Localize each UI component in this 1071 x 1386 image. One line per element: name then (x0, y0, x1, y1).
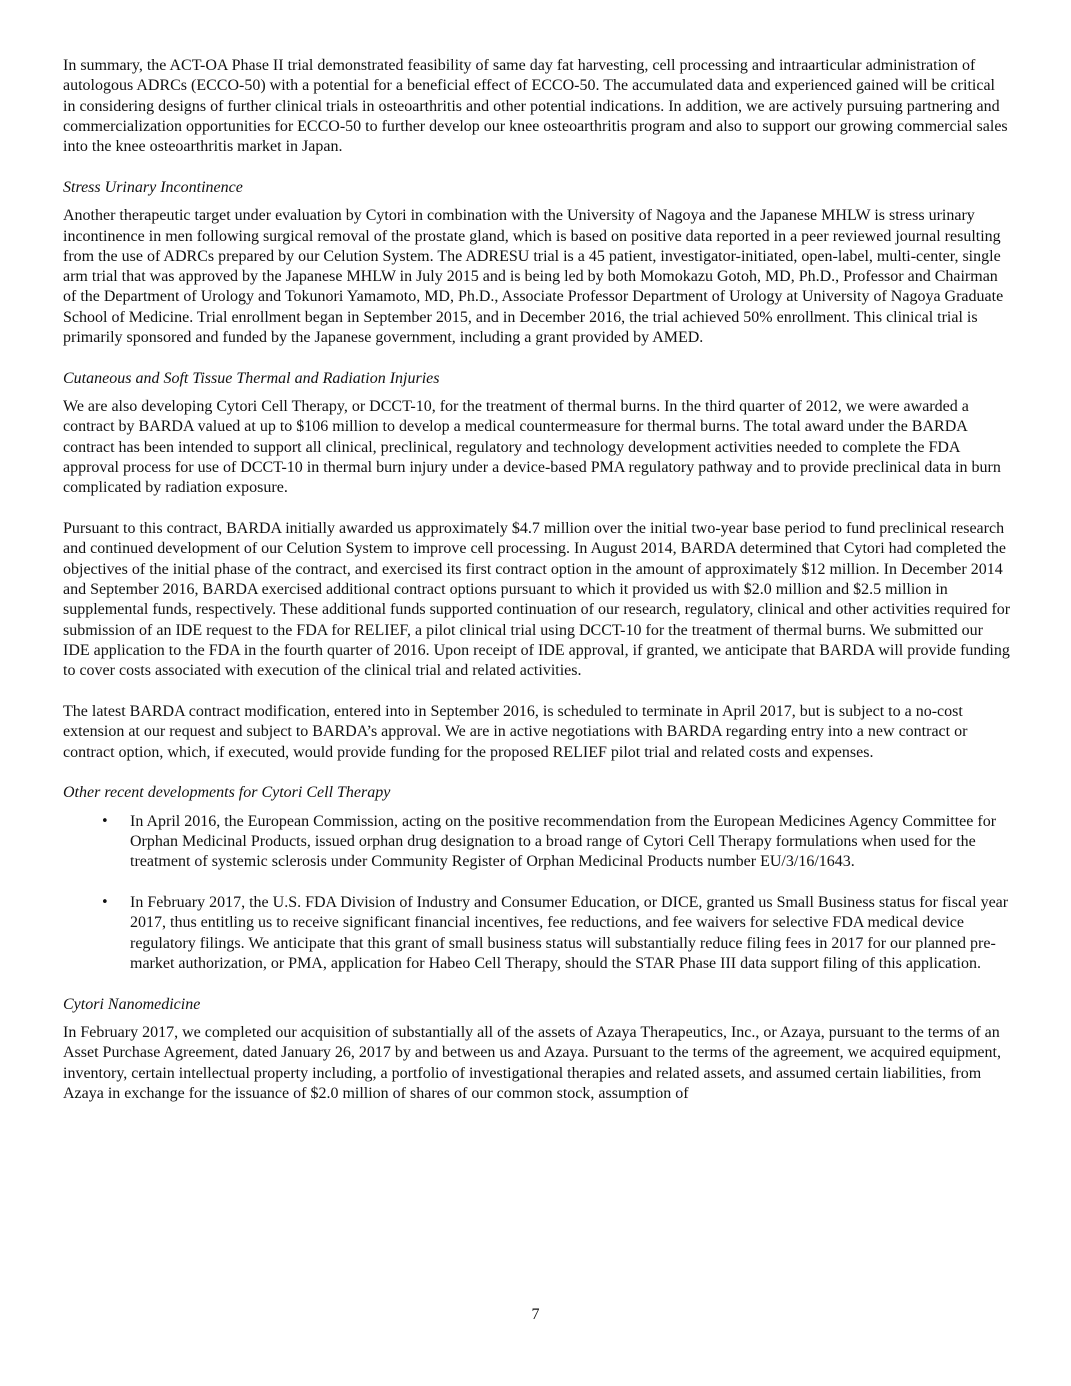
bullet-text: In February 2017, the U.S. FDA Division of Industry and Consumer Education, or DICE, granted us Small Business status for fiscal year 2017, thus entitling us to receive significant financial incentives, fee reductions, and fee waivers for selective FDA medical device regulatory filings. We anticipate that this grant of small business status will substantially reduce filing fees in 2017 for our planned pre-market authorization, or PMA, application for Habeo Cell Therapy, should the STAR Phase III data support filing of this application. (130, 894, 1009, 972)
list-item (63, 893, 1011, 974)
bullet-text: In April 2016, the European Commission, acting on the positive recommendation from the European Medicines Agency Committee for Orphan Medicinal Products, issued orphan drug designation to a broad range of Cytori Cell Therapy formulations when used for the treatment of systemic sclerosis under Community Register of Orphan Medicinal Products number EU/3/16/1643. (130, 812, 997, 871)
section-heading-nanomedicine: Cytori Nanomedicine (63, 995, 201, 1013)
page-number: 7 (531, 1306, 540, 1323)
document-page (63, 56, 1011, 1104)
section-heading-stress-urinary-incontinence: Stress Urinary Incontinence (63, 178, 243, 196)
section-heading-thermal-injuries: Cutaneous and Soft Tissue Thermal and Radiation Injuries (63, 369, 440, 387)
section-heading-other-developments: Other recent developments for Cytori Cell Therapy (63, 784, 391, 802)
thermal-injuries-paragraph-3: The latest BARDA contract modification, entered into in September 2016, is scheduled to terminate in April 2017, but is subject to a no-cost extension at our request and subject to BARDA’s approval. We are in active negotiations with BARDA regarding entry into a new contract or contract option, which, if executed, would provide funding for the proposed RELIEF pilot trial and related costs and expenses. (63, 703, 968, 761)
developments-bullet-list (63, 812, 1011, 975)
nanomedicine-paragraph: In February 2017, we completed our acquisition of substantially all of the assets of Azaya Therapeutics, Inc., or Azaya, pursuant to the terms of an Asset Purchase Agreement, dated January 26, 2017 by and between us and Azaya. Pursuant to the terms of the agreement, we acquired equipment, inventory, certain intellectual property including, a portfolio of investigational therapies and related assets, and assumed certain liabilities, from Azaya in exchange for the issuance of $2.0 million of shares of our common stock, assumption of (63, 1024, 1001, 1102)
thermal-injuries-paragraph-2: Pursuant to this contract, BARDA initially awarded us approximately $4.7 million over the initial two-year base period to fund preclinical research and continued development of our Celution System to improve cell processing. In August 2014, BARDA determined that Cytori had completed the objectives of the initial phase of the contract, and exercised its first contract option in the amount of approximately $12 million. In December 2014 and September 2016, BARDA exercised additional contract options pursuant to which it provided us with $2.0 million and $2.5 million in supplemental funds, respectively. These additional funds supported continuation of our research, regulatory, clinical and other activities required for submission of an IDE request to the FDA for RELIEF, a pilot clinical trial using DCCT-10 for the treatment of thermal burns. We submitted our IDE application to the FDA in the fourth quarter of 2016. Upon receipt of IDE approval, if granted, we anticipate that BARDA will provide funding to cover costs associated with execution of the clinical trial and related activities. (63, 520, 1011, 680)
bullet-icon: • (101, 895, 109, 911)
thermal-injuries-paragraph-1: We are also developing Cytori Cell Therapy, or DCCT-10, for the treatment of thermal burns. In the third quarter of 2012, we were awarded a contract by BARDA valued at up to $106 million to develop a medical countermeasure for thermal burns. The total award under the BARDA contract has been intended to support all clinical, preclinical, regulatory and technology development activities needed to complete the FDA approval process for use of DCCT-10 in thermal burn injury under a device-based PMA regulatory pathway and to provide preclinical data in burn complicated by radiation exposure. (63, 398, 1001, 497)
list-item (63, 812, 1011, 873)
summary-paragraph: In summary, the ACT-OA Phase II trial demonstrated feasibility of same day fat harvesting, cell processing and intraarticular administration of autologous ADRCs (ECCO-50) with a potential for a beneficial effect of ECCO-50. The accumulated data and experienced gained will be critical in considering designs of further clinical trials in osteoarthritis and other potential indications. In addition, we are actively pursuing partnering and commercialization opportunities for ECCO-50 to further develop our knee osteoarthritis program and also to support our growing commercial sales into the knee osteoarthritis market in Japan. (63, 57, 1008, 156)
bullet-icon: • (101, 813, 109, 829)
stress-urinary-incontinence-paragraph: Another therapeutic target under evaluation by Cytori in combination with the University of Nagoya and the Japanese MHLW is stress urinary incontinence in men following surgical removal of the prostate gland, which is based on positive data reported in a peer reviewed journal resulting from the use of ADRCs prepared by our Celution System. The ADRESU trial is a 45 patient, investigator-initiated, open-label, multi-center, single arm trial that was approved by the Japanese MHLW in July 2015 and is being led by both Momokazu Gotoh, MD, Ph.D., Professor and Chairman of the Department of Urology and Tokunori Yamamoto, MD, Ph.D., Associate Professor Department of Urology at University of Nagoya Graduate School of Medicine. Trial enrollment began in September 2015, and in December 2016, the trial achieved 50% enrollment. This clinical trial is primarily sponsored and funded by the Japanese government, including a grant provided by AMED. (63, 207, 1004, 347)
